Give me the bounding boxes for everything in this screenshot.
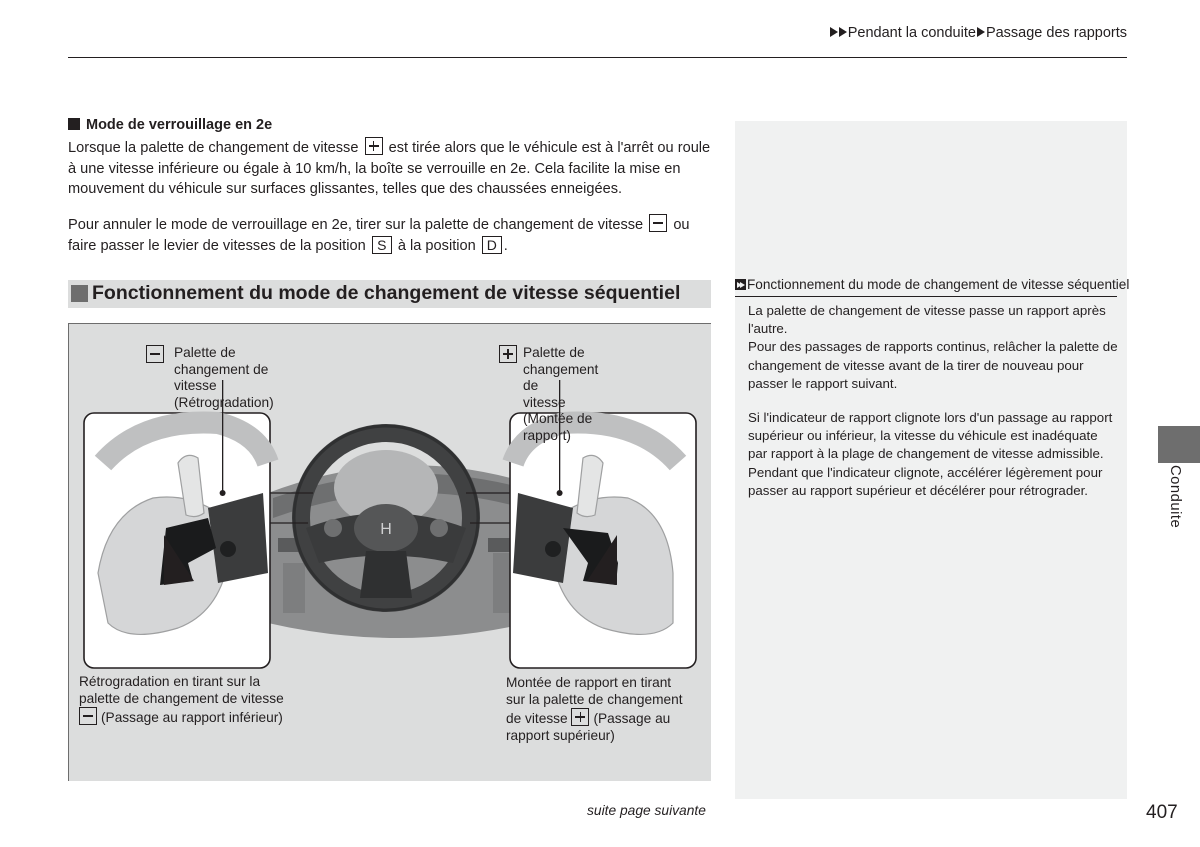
upshift-paddle-label-text: Palette de changement de vitesse (Montée de rapport) (523, 345, 599, 443)
breadcrumb-item[interactable]: Passage des rapports (985, 25, 1127, 41)
breadcrumb (830, 25, 1127, 41)
caption-text: Montée de rapport en tirant sur la palette de changement de vitesse (506, 675, 683, 726)
sidebar-paragraph-1: La palette de changement de vitesse passe un rapport après l'autre. Pour des passages de rapports continus, relâcher la palette de changement de vitesse avant de la tirer de nouveau pour passer le rapport suivant. (748, 303, 1118, 391)
sequential-heading-text: Fonctionnement du mode de changement de vitesse séquentiel (92, 282, 681, 304)
upshift-caption (506, 675, 683, 744)
caption-text: (Passage au rapport inférieur) (101, 710, 283, 725)
left-hand-inset (84, 413, 270, 668)
lock-mode-paragraph-2 (68, 214, 718, 256)
breadcrumb-arrow-icon (830, 27, 838, 37)
page-number: 407 (1146, 802, 1178, 823)
double-arrow-icon (735, 279, 746, 290)
sidebar-paragraph-2: Si l'indicateur de rapport clignote lors d'un passage au rapport supérieur ou inférieur, la vitesse du véhicule est inadéquate par rapport à la plage de changement de vitesse admissible. Pendant que l'indicateur clignote, accélérer légèrement pour passer au rapport supérieur et décélérer pour rétrograder. (748, 410, 1113, 498)
caption-text: (Passage au rapport supérieur) (506, 711, 671, 743)
svg-text:H: H (379, 520, 392, 538)
minus-paddle-icon (79, 707, 97, 725)
chapter-tab[interactable] (1158, 426, 1200, 463)
lock-mode-heading-text: Mode de verrouillage en 2e (86, 117, 273, 133)
gear-key-s: S (372, 236, 392, 254)
lock-mode-heading (68, 117, 272, 133)
sidebar-title (735, 277, 1130, 297)
chapter-tab-label[interactable]: Conduite (1167, 465, 1183, 529)
right-hand-inset (510, 413, 696, 668)
sidebar-title-text: Fonctionnement du mode de changement de vitesse séquentiel (747, 277, 1130, 292)
paragraph-text: . (503, 237, 508, 254)
paragraph-text: ou faire passer le levier de vitesses de la position (68, 217, 690, 254)
sequential-section-heading (68, 280, 711, 308)
plus-paddle-icon (365, 137, 383, 155)
continued-note: suite page suivante (587, 803, 706, 818)
paragraph-text: est tirée alors que le véhicule est à l'arrêt ou roule à une vitesse inférieure ou égale à 10 km/h, la boîte se verrouille en 2e. Cela facilite la mise en mouvement du véhicule sur surfaces glissantes, telles que des chaussées enneigées. (68, 140, 711, 197)
downshift-paddle-label (146, 345, 274, 410)
gear-key-d: D (482, 236, 502, 254)
plus-paddle-icon (499, 345, 517, 363)
paragraph-text: à la position (397, 237, 476, 254)
caption-text: Rétrogradation en tirant sur la palette de changement de vitesse (79, 674, 284, 706)
paddle-shift-illustration (68, 323, 711, 781)
header-divider (68, 57, 1127, 58)
breadcrumb-arrow-icon (977, 27, 985, 37)
downshift-paddle-label-text: Palette de changement de vitesse (Rétrogradation) (174, 345, 274, 410)
upshift-paddle-label (499, 345, 599, 443)
breadcrumb-item[interactable]: Pendant la conduite (847, 25, 976, 41)
lock-mode-paragraph-1 (68, 137, 718, 200)
minus-paddle-icon (649, 214, 667, 232)
section-marker-icon (71, 285, 88, 302)
breadcrumb-arrow-icon (839, 27, 847, 37)
minus-paddle-icon (146, 345, 164, 363)
plus-paddle-icon (571, 708, 589, 726)
square-bullet-icon (68, 118, 80, 130)
paragraph-text: Pour annuler le mode de verrouillage en 2e, tirer sur la palette de changement de vitesse (68, 217, 644, 233)
downshift-caption (79, 674, 284, 727)
paragraph-text: Lorsque la palette de changement de vitesse (68, 140, 359, 156)
